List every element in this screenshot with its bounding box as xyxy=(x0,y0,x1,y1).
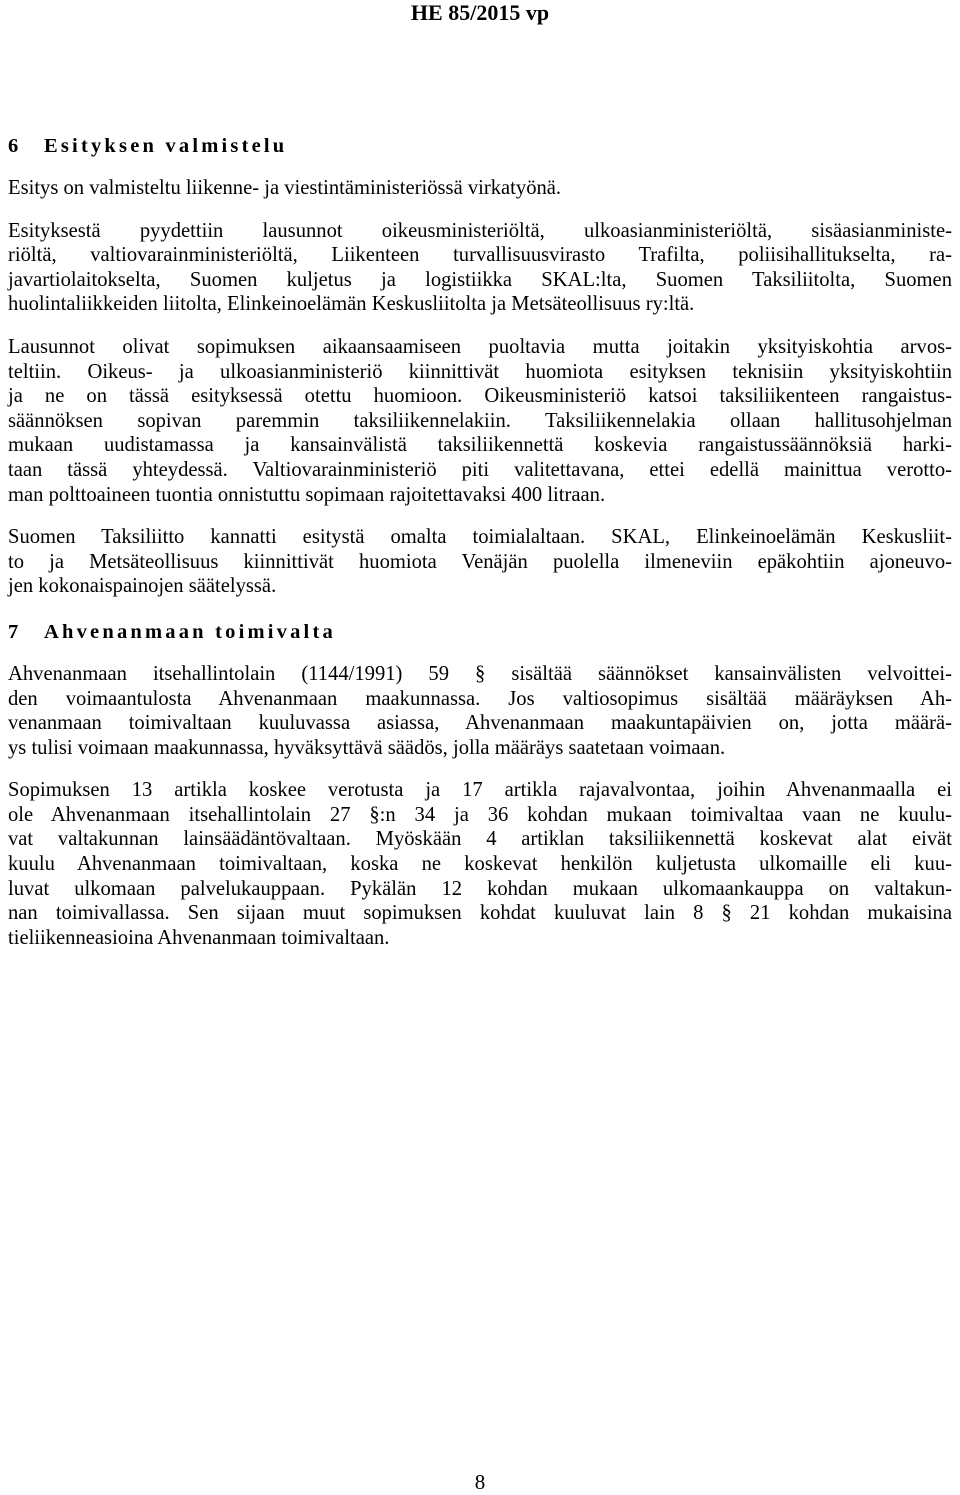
text-line: Esitys on valmisteltu liikenne- ja viestintäministeriössä virkatyönä. xyxy=(8,177,562,199)
text-line: Lausunnot olivat sopimuksen aikaansaamiseen puoltavia mutta joitakin yksityiskohtia arvos- xyxy=(8,335,952,358)
text-line: riöltä, valtiovarainministeriöltä, Liikenteen turvallisuusvirasto Trafilta, poliisihallitukselta, ra- xyxy=(8,244,952,267)
document-body xyxy=(8,133,952,968)
section-7-paragraph-1 xyxy=(8,662,952,760)
text-line: ys tulisi voimaan maakunnassa, hyväksyttävä säädös, jolla määräys saatetaan voimaan. xyxy=(8,736,726,759)
text-line: mukaan uudistamassa ja kansainvälistä taksiliikennettä koskevia rangaistussäännöksiä harki- xyxy=(8,434,952,457)
text-line: den voimaantulosta Ahvenanmaan maakunnassa. Jos valtiosopimus sisältää määräyksen Ah- xyxy=(8,687,952,710)
text-line: man polttoaineen tuontia onnistuttu sopimaan rajoitettavaksi 400 litraan. xyxy=(8,483,606,506)
text-line: ole Ahvenanmaan itsehallintolain 27 §:n 34 ja 36 kohdan mukaan toimivaltaa vaan ne kuulu- xyxy=(8,803,952,826)
text-line: to ja Metsäteollisuus kiinnittivät huomiota Venäjän puolella ilmeneviin epäkohtiin ajoneuvo- xyxy=(8,550,952,573)
section-7-heading xyxy=(8,619,952,645)
section-6-paragraph-2 xyxy=(8,219,952,317)
section-7-number: 7 xyxy=(8,620,19,643)
section-7-paragraph-2 xyxy=(8,778,952,950)
section-7-title: Ahvenanmaan toimivalta xyxy=(44,620,336,643)
text-line: venanmaan toimivaltaan kuuluvassa asiassa, Ahvenanmaan maakuntapäivien on, jotta määrä- xyxy=(8,712,952,735)
text-line: taan tässä yhteydessä. Valtiovarainministeriö piti valitettavana, ettei edellä mainittua verotto- xyxy=(8,458,952,481)
document-id-header: HE 85/2015 vp xyxy=(410,0,550,25)
text-line: ja ne on tässä esityksessä otettu huomioon. Oikeusministeriö katsoi taksiliikenteen rangaistus- xyxy=(8,385,952,408)
text-line: Sopimuksen 13 artikla koskee verotusta ja 17 artikla rajavalvontaa, joihin Ahvenanmaalla ei xyxy=(8,779,952,802)
text-line: säännöksen sopivan paremmin taksiliikennelakiin. Taksiliikennelakia ollaan hallitusohjelman xyxy=(8,409,952,432)
text-line: huolintaliikkeiden liitolta, Elinkeinoelämän Keskusliitolta ja Metsäteollisuus ry:ltä. xyxy=(8,293,695,316)
section-6-title: Esityksen valmistelu xyxy=(44,135,288,157)
text-line: Suomen Taksiliitto kannatti esitystä omalta toimialaltaan. SKAL, Elinkeinoelämän Keskusliit- xyxy=(8,526,952,549)
text-line: luvat ulkomaan palvelukauppaan. Pykälän 12 kohdan mukaan ulkomaankauppa on valtakun- xyxy=(8,877,952,900)
section-6-paragraph-1 xyxy=(8,176,952,201)
section-6-paragraph-4 xyxy=(8,525,952,599)
text-line: tieliikenneasioina Ahvenanmaan toimivaltaan. xyxy=(8,926,390,949)
text-line: vat valtakunnan lainsäädäntövaltaan. Myöskään 4 artiklan taksiliikennettä koskevat alat eivät xyxy=(8,828,952,851)
section-6-paragraph-3 xyxy=(8,335,952,507)
section-6-number: 6 xyxy=(8,135,19,157)
text-line: teltiin. Oikeus- ja ulkoasianministeriö kiinnittivät huomiota esityksen teknisiin yksityiskohtiin xyxy=(8,360,952,383)
section-6-heading xyxy=(8,133,952,159)
text-line: Ahvenanmaan itsehallintolain (1144/1991) 59 § sisältää säännökset kansainvälisten velvoittei- xyxy=(8,662,952,685)
text-line: kuulu Ahvenanmaan toimivaltaan, koska ne koskevat henkilön kuljetusta ulkomaille eli kuu- xyxy=(8,853,952,876)
text-line: nan toimivallassa. Sen sijaan muut sopimuksen kohdat kuuluvat lain 8 § 21 kohdan mukaisina xyxy=(8,902,952,925)
page-number: 8 xyxy=(474,1470,486,1494)
text-line: Esityksestä pyydettiin lausunnot oikeusministeriöltä, ulkoasianministeriöltä, sisäasianministe- xyxy=(8,219,952,242)
text-line: jen kokonaispainojen säätelyssä. xyxy=(8,575,277,598)
text-line: javartiolaitokselta, Suomen kuljetus ja logistiikka SKAL:lta, Suomen Taksiliitolta, Suomen xyxy=(8,268,952,291)
